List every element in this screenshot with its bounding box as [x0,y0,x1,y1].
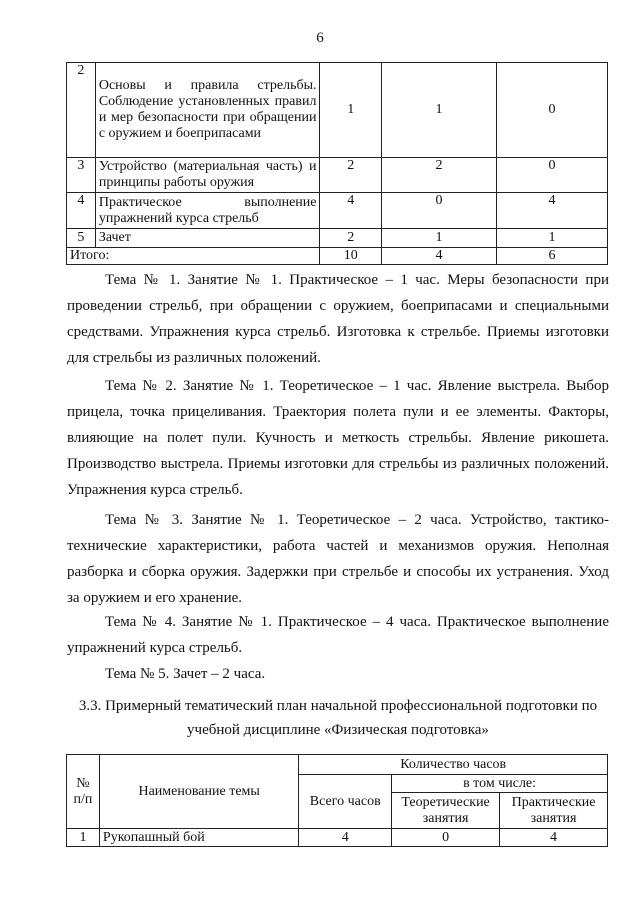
total-hours: 2 [320,158,382,193]
table-row [67,193,608,229]
total-hours: 4 [299,829,392,847]
row-number: 2 [67,63,96,158]
row-number: 4 [67,193,96,229]
header-row [67,755,608,775]
topic-name: Основы и правила стрельбы. Соблюдение установленных правил и мер безопасности при обращении с оружием и боеприпасами [95,63,320,158]
topic-1-paragraph: Тема № 1. Занятие № 1. Практическое – 1 час. Меры безопасности при проведении стрельб, при обращении с оружием, боеприпасами и специальными средствами. Упражнения курса стрельб. Изготовка к стрельбе. Приемы изготовки для стрельбы из различных положений. [67,272,609,366]
practice-hours: 4 [500,829,608,847]
topic-name: Зачет [95,229,320,248]
physical-training-plan-table [66,754,608,847]
section-heading: 3.3. Примерный тематический план начальной профессиональной подготовки по учебной дисциплине «Физическая подготовка» [78,698,598,738]
lesson-hours-table [66,62,608,265]
row-number: 5 [67,229,96,248]
total-hours: 2 [320,229,382,248]
topic-4-paragraph: Тема № 4. Занятие № 1. Практическое – 4 часа. Практическое выполнение упражнений курса стрельб. [67,614,609,656]
table-row [67,229,608,248]
practice-hours: 4 [496,193,607,229]
theory-hours: 2 [382,158,497,193]
theory-hours-sum: 4 [382,248,497,265]
totals-label: Итого: [67,248,320,265]
topic-name: Устройство (материальная часть) и принципы работы оружия [95,158,320,193]
header-practice: Практические занятия [500,793,608,829]
header-hours: Количество часов [299,755,608,775]
page-number: 6 [316,30,324,46]
header-total: Всего часов [299,775,392,829]
practice-hours: 1 [496,229,607,248]
row-number: 3 [67,158,96,193]
topic-name: Практическое выполнение упражнений курса стрельб [95,193,320,229]
theory-hours: 1 [382,63,497,158]
practice-hours: 0 [496,158,607,193]
header-theory: Теоретические занятия [392,793,500,829]
theory-hours: 0 [382,193,497,229]
row-number: 1 [67,829,100,847]
topic-name: Рукопашный бой [99,829,298,847]
header-number: № п/п [67,755,100,829]
header-including: в том числе: [392,775,608,793]
table-row [67,158,608,193]
topic-3-paragraph: Тема № 3. Занятие № 1. Теоретическое – 2 часа. Устройство, тактико-технические характеристики, работа частей и механизмов оружия. Неполная разборка и сборка оружия. Задержки при стрельбе и способы их устранения. Уход за оружием и его хранение. [67,512,609,606]
practice-hours-sum: 6 [496,248,607,265]
header-topic-name: Наименование темы [99,755,298,829]
theory-hours: 1 [382,229,497,248]
theory-hours: 0 [392,829,500,847]
table-row [67,829,608,847]
topic-2-paragraph: Тема № 2. Занятие № 1. Теоретическое – 1 час. Явление выстрела. Выбор прицела, точка прицеливания. Траектория полета пули и ее элементы. Факторы, влияющие на полет пули. Кучность и меткость стрельбы. Явление рикошета. Производство выстрела. Приемы изготовки для стрельбы из различных положений. Упражнения курса стрельб. [67,378,609,498]
total-hours-sum: 10 [320,248,382,265]
table-row [67,63,608,158]
total-hours: 1 [320,63,382,158]
topic-5-paragraph: Тема № 5. Зачет – 2 часа. [105,666,266,682]
total-hours: 4 [320,193,382,229]
practice-hours: 0 [496,63,607,158]
totals-row [67,248,608,265]
